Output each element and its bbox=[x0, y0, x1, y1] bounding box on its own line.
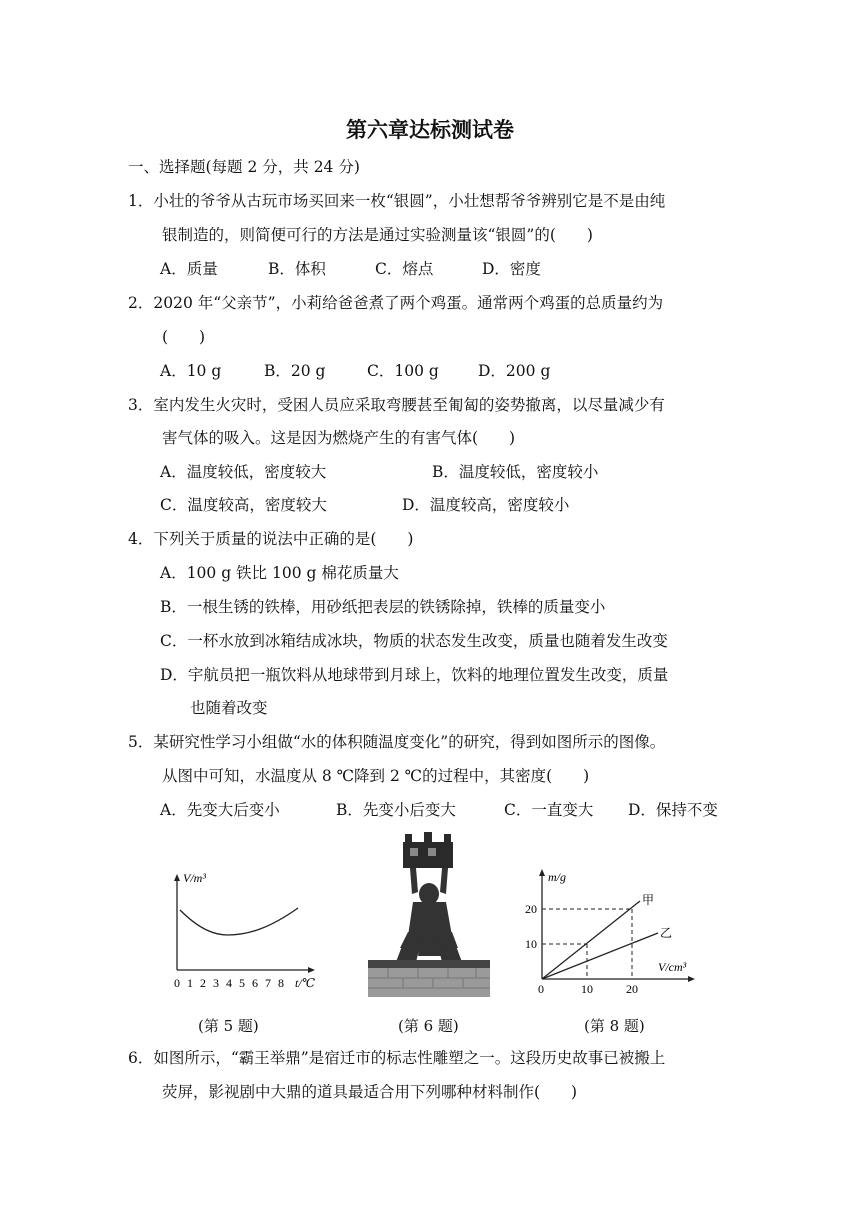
q1-stem-line2: 银制造的，则简便可行的方法是通过实验测量该“银圆”的( ) bbox=[162, 226, 593, 244]
q1-option-a: A．质量 bbox=[160, 260, 218, 278]
fig5-tick-1: 1 bbox=[187, 976, 193, 990]
q3-option-b: B．温度较低，密度较小 bbox=[432, 463, 599, 481]
fig5-xlabel: t/℃ bbox=[295, 976, 316, 990]
pedestal-shape bbox=[368, 960, 490, 997]
q2-option-b: B．20 g bbox=[264, 362, 326, 380]
figure-8-caption: (第 8 题) bbox=[584, 1017, 645, 1035]
q2-option-c: C．100 g bbox=[367, 362, 439, 380]
q6-stem-line1: 6．如图所示，“霸王举鼎”是宿迁市的标志性雕塑之一。这段历史故事已被搬上 bbox=[128, 1049, 666, 1067]
fig8-x-arrow bbox=[688, 976, 695, 982]
fig8-xtick-10: 10 bbox=[581, 982, 593, 996]
q1-option-d: D．密度 bbox=[482, 260, 541, 278]
fig5-tick-2: 2 bbox=[200, 976, 206, 990]
q1-stem-line1: 1．小壮的爷爷从古玩市场买回来一枚“银圆”，小壮想帮爷爷辨别它是不是由纯 bbox=[128, 192, 666, 210]
q1-option-b: B．体积 bbox=[268, 260, 326, 278]
q3-option-c: C．温度较高，密度较大 bbox=[160, 496, 327, 514]
figure-5-volume-temperature-graph bbox=[160, 870, 325, 995]
q5-stem-line2: 从图中可知，水温度从 8 ℃降到 2 ℃的过程中，其密度( ) bbox=[162, 767, 590, 785]
fig8-line-yi bbox=[542, 933, 658, 979]
q2-stem-line2: ( ) bbox=[162, 328, 206, 346]
fig5-tick-8: 8 bbox=[278, 976, 284, 990]
fig5-tick-5: 5 bbox=[239, 976, 245, 990]
q4-option-d-continued: 也随着改变 bbox=[190, 699, 268, 717]
q4-option-b: B．一根生锈的铁棒，用砂纸把表层的铁锈除掉，铁棒的质量变小 bbox=[160, 598, 606, 616]
q2-stem-line1: 2．2020 年“父亲节”，小莉给爸爸煮了两个鸡蛋。通常两个鸡蛋的总质量约为 bbox=[128, 294, 664, 312]
section-heading: 一、选择题(每题 2 分，共 24 分) bbox=[128, 158, 360, 176]
q3-stem-line2: 害气体的吸入。这是因为燃烧产生的有害气体( ) bbox=[162, 429, 516, 447]
q5-option-b: B．先变小后变大 bbox=[336, 801, 456, 819]
figure-6-statue-photo bbox=[368, 832, 490, 997]
q5-option-a: A．先变大后变小 bbox=[160, 801, 280, 819]
figure-5-caption: (第 5 题) bbox=[198, 1017, 259, 1035]
fig5-tick-0: 0 bbox=[174, 976, 180, 990]
ding-cauldron-shape bbox=[403, 832, 453, 868]
q3-option-a: A．温度较低，密度较大 bbox=[160, 463, 327, 481]
fig5-x-arrow bbox=[308, 967, 315, 973]
q5-option-c: C．一直变大 bbox=[504, 801, 594, 819]
q1-option-c: C．熔点 bbox=[375, 260, 434, 278]
q5-option-d: D．保持不变 bbox=[628, 801, 718, 819]
q6-stem-line2: 荧屏，影视剧中大鼎的道具最适合用下列哪种材料制作( ) bbox=[162, 1083, 578, 1101]
q4-option-d: D．宇航员把一瓶饮料从地球带到月球上，饮料的地理位置发生改变，质量 bbox=[160, 666, 669, 684]
q3-option-d: D．温度较高，密度较小 bbox=[402, 496, 570, 514]
fig5-tick-3: 3 bbox=[213, 976, 219, 990]
q2-option-a: A．10 g bbox=[160, 362, 222, 380]
q5-stem-line1: 5．某研究性学习小组做“水的体积随温度变化”的研究，得到如图所示的图像。 bbox=[128, 733, 666, 751]
q4-stem: 4．下列关于质量的说法中正确的是( ) bbox=[128, 530, 414, 548]
fig8-label-yi: 乙 bbox=[660, 926, 673, 940]
fig8-y-arrow bbox=[539, 869, 545, 876]
figure-6-caption: (第 6 题) bbox=[398, 1017, 459, 1035]
fig5-tick-7: 7 bbox=[265, 976, 271, 990]
figure-8-mass-volume-graph bbox=[522, 864, 702, 998]
fig8-xtick-20: 20 bbox=[626, 982, 638, 996]
fig5-tick-6: 6 bbox=[252, 976, 258, 990]
fig8-ytick-10: 10 bbox=[525, 937, 537, 951]
q4-option-a: A．100 g 铁比 100 g 棉花质量大 bbox=[160, 564, 399, 582]
q4-option-c: C．一杯水放到冰箱结成冰块，物质的状态发生改变，质量也随着发生改变 bbox=[160, 632, 668, 650]
fig8-ylabel: m/g bbox=[548, 870, 566, 884]
fig8-label-jia: 甲 bbox=[642, 893, 655, 907]
fig5-ticks bbox=[174, 976, 284, 990]
fig8-xlabel: V/cm³ bbox=[658, 960, 687, 974]
page-title: 第六章达标测试卷 bbox=[346, 118, 514, 142]
fig8-line-jia bbox=[542, 901, 640, 979]
q2-option-d: D．200 g bbox=[478, 362, 551, 380]
fig5-curve bbox=[180, 908, 298, 935]
fig5-tick-4: 4 bbox=[226, 976, 232, 990]
fig8-xtick-0: 0 bbox=[538, 982, 544, 996]
q3-stem-line1: 3．室内发生火灾时，受困人员应采取弯腰甚至匍匐的姿势撤离，以尽量减少有 bbox=[128, 396, 665, 414]
fig8-ytick-20: 20 bbox=[525, 902, 537, 916]
fig5-y-arrow bbox=[174, 874, 180, 881]
fig5-ylabel: V/m³ bbox=[183, 871, 206, 885]
